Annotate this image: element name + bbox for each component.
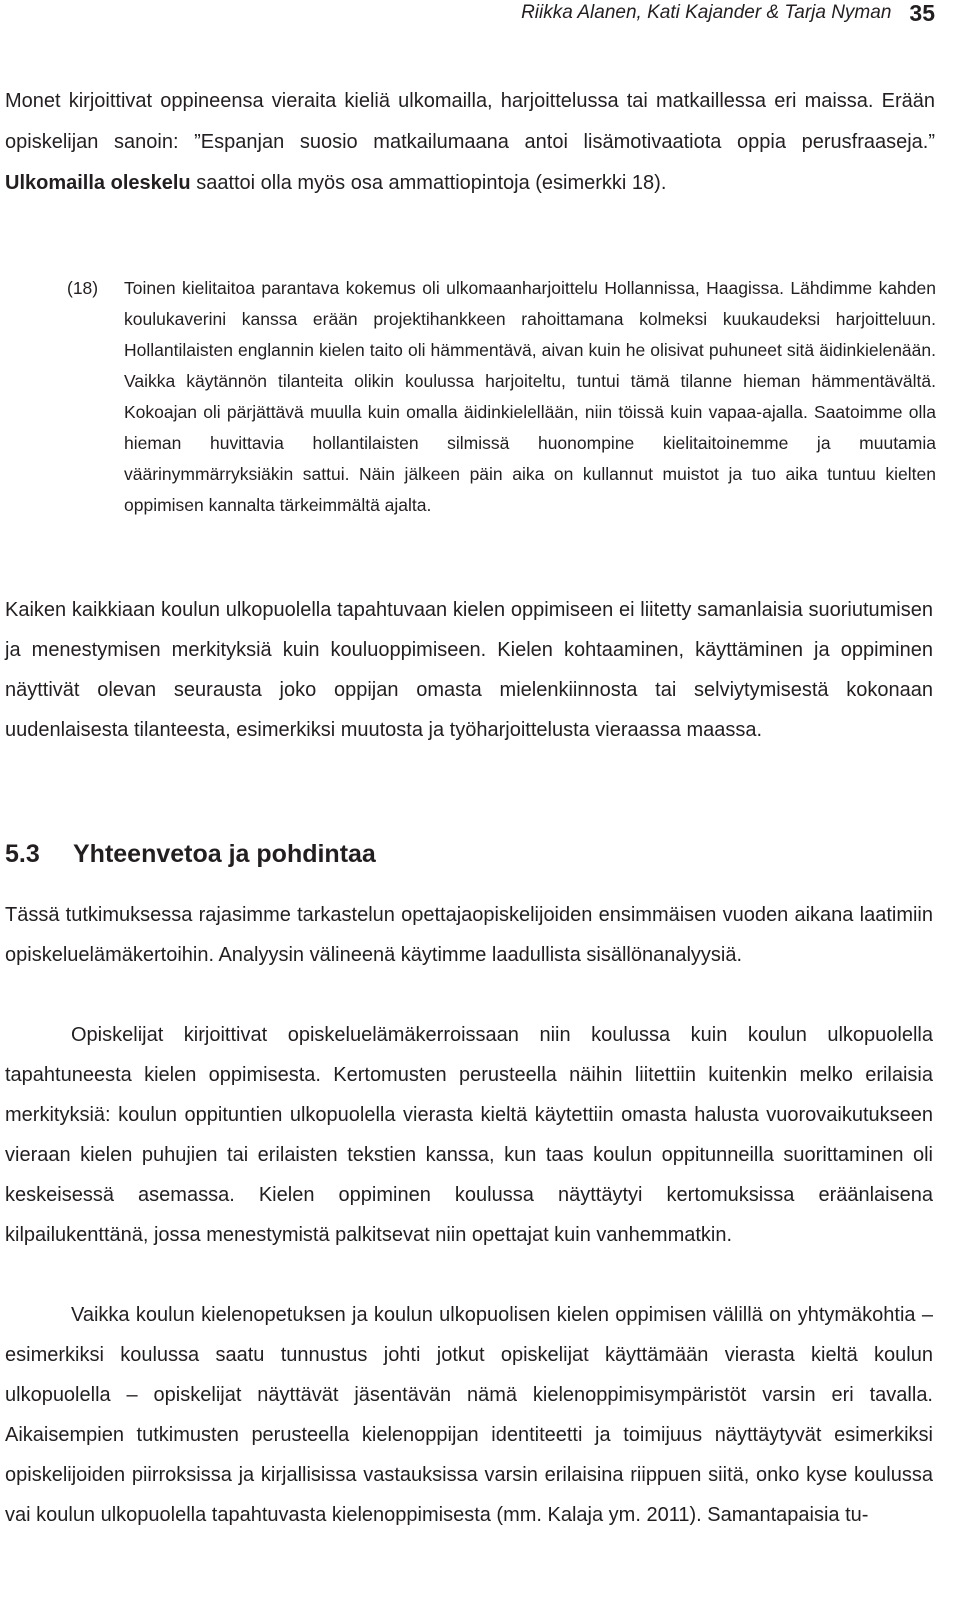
page-number: 35 — [909, 0, 935, 26]
intro-bold-term: Ulkomailla oleskelu — [5, 172, 191, 194]
section-title: Yhteenvetoa ja pohdintaa — [73, 840, 376, 868]
intro-paragraph — [5, 81, 935, 204]
summary-paragraph-2: Opiskelijat kirjoittivat opiskeluelämäkerroissaan niin koulussa kuin koulun ulkopuolella tapahtuneesta kielen oppimisesta. Kertomusten perusteella näihin liitettiin kuitenkin melko erilaisia merkityksiä: koulun oppituntien ulkopuolella vierasta kieltä käytettiin omasta halusta vuorovaikutukseen vieraan kielen puhujien tai erilaisten tekstien kanssa, kun taas koulun oppitunneilla suorittaminen oli keskeisessä asemassa. Kielen oppiminen koulussa näyttäytyi kertomuksissa eräänlaisena kilpailukenttänä, jossa menestymistä palkitsevat niin opettajat kuin vanhemmatkin. — [5, 1024, 933, 1246]
summary-paragraph-1: Tässä tutkimuksessa rajasimme tarkastelun opettajaopiskelijoiden ensimmäisen vuoden aikana laatimiin opiskeluelämäkertoihin. Analyysin välineenä käytimme laadullista sisällönanalyysiä. — [5, 904, 933, 966]
example-number: (18) — [67, 278, 99, 298]
section-number: 5.3 — [5, 840, 40, 868]
section-heading — [5, 834, 376, 874]
running-header — [521, 0, 935, 26]
example-text: Toinen kielitaitoa parantava kokemus oli ulkomaanharjoittelu Hollannissa, Haagissa. Lähdimme kahden koulukaverini kanssa erään projektihankkeen rahoittamana kolmeksi kuukaudeksi harjoitteluun. Hollantilaisten englannin kielen taito oli hämmentävä, aivan kuin he olisivat puhuneet sitä äidinkielenään. Vaikka käytännön tilanteita olikin koulussa harjoiteltu, tuntui tämä tilanne hieman hämmentävältä. Kokoajan oli pärjättävä muulla kuin omalla äidinkielellään, niin töissä kuin vapaa-ajalla. Saatoimme olla hieman huvittavia hollantilaisten silmissä huonompine kielitaitoinemme ja muutamia väärinymmärryksiäkin sattui. Näin jälkeen päin aika on kullannut muistot ja tuo aika tuntuu kielten oppimisen kannalta tärkeimmältä ajalta. — [124, 278, 936, 515]
intro-text-end: saattoi olla myös osa ammattiopintoja (esimerkki 18). — [190, 172, 667, 194]
header-authors: Riikka Alanen, Kati Kajander & Tarja Nyman — [521, 2, 892, 23]
paragraph-after-example: Kaiken kaikkiaan koulun ulkopuolella tapahtuvaan kielen oppimiseen ei liitetty samanlaisia suoriutumisen ja menestymisen merkityksiä kuin kouluoppimiseen. Kielen kohtaaminen, käyttäminen ja oppiminen näyttivät olevan seurausta joko oppijan omasta mielenkiinnosta tai selviytymisestä kokonaan uudenlaisesta tilanteesta, esimerkiksi muutosta ja työharjoittelusta vieraassa maassa. — [5, 599, 933, 741]
intro-text-start: Monet kirjoittivat oppineensa vieraita kieliä ulkomailla, harjoittelussa tai matkaillessa eri maissa. Erään opiskelijan sanoin: ”Espanjan suosio matkailumaana antoi lisämotivaatiota oppia perusfraaseja.” — [5, 90, 935, 153]
summary-paragraph-3: Vaikka koulun kielenopetuksen ja koulun ulkopuolisen kielen oppimisen välillä on yhtymäkohtia – esimerkiksi koulussa saatu tunnustus johti jotkut opiskelijat käyttämään vierasta kieltä koulun ulkopuolella – opiskelijat näyttävät jäsentävän nämä kielenoppimisympäristöt varsin eri tavalla. Aikaisempien tutkimusten perusteella kielenoppijan identiteetti ja toimijuus näyttäytyvät esimerkiksi opiskelijoiden piirroksissa ja kirjallisissa vastauksissa varsin erilaisina riippuen siitä, onko kyse koulussa vai koulun ulkopuolella tapahtuvasta kielenoppimisesta (mm. Kalaja ym. 2011). Samantapaisia tu- — [5, 1304, 933, 1526]
